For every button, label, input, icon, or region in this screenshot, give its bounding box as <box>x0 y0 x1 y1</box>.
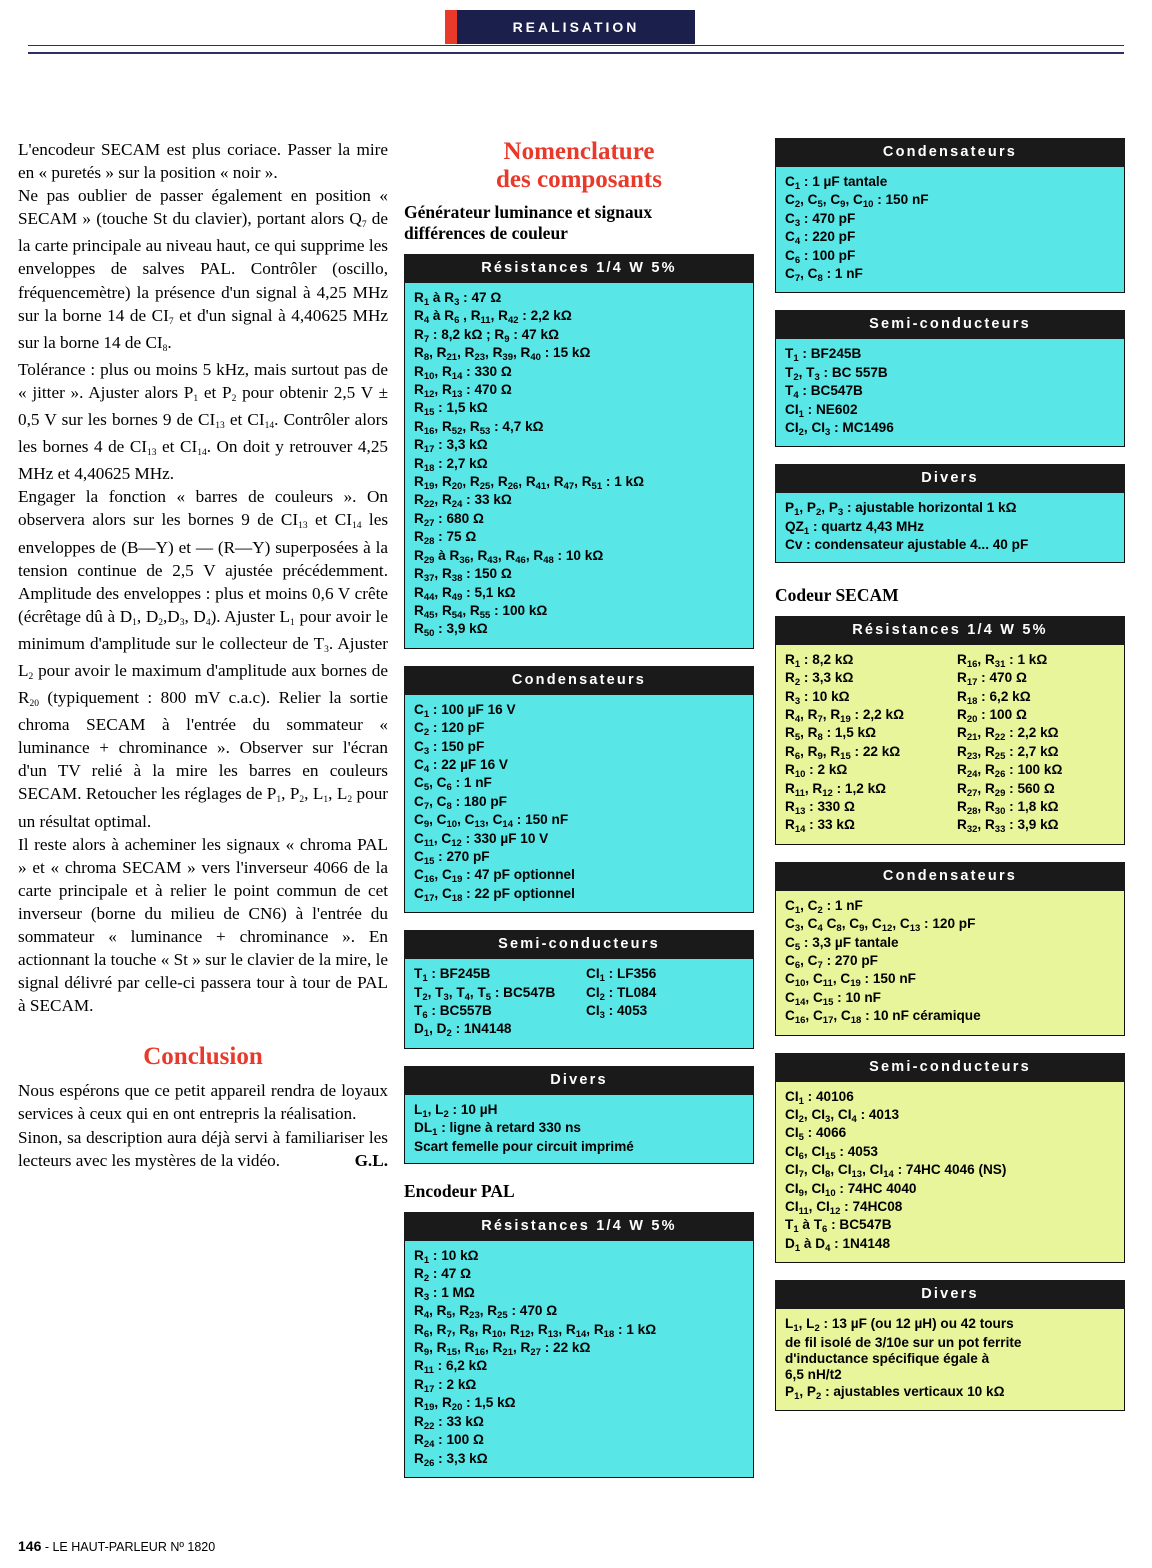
list-item: $C_{17}$, $C_{18}$ : 22 pF optionnel <box>414 885 575 904</box>
codeur-secam-divers-block <box>775 1280 1125 1411</box>
encodeur-pal-resistances-list <box>404 1241 754 1478</box>
list-item: $C_4$ : 220 pF <box>785 229 856 248</box>
codeur-secam-resistances-block <box>775 616 1125 845</box>
resistances-left-col <box>785 652 943 836</box>
list-item: $T_2$, $T_3$ : BC 557B <box>785 364 888 383</box>
page-header-band <box>445 10 695 44</box>
list-item: $R_{18}$ : 2,7 kΩ <box>414 455 488 474</box>
list-item: $R_{45}$, $R_{54}$, $R_{55}$ : 100 kΩ <box>414 602 548 621</box>
conclusion-paragraph-text: Sinon, sa description aura déjà servi à familiariser les lecteurs avec les mystères de la vidéo. <box>18 1127 388 1170</box>
list-item: $CI_5$ : 4066 <box>785 1125 847 1144</box>
list-item: $C_{10}$, $C_{11}$, $C_{19}$ : 150 nF <box>785 971 916 990</box>
list-item: $R_7$ : 8,2 kΩ ; $R_9$ : 47 kΩ <box>414 326 559 345</box>
list-item: $R_{13}$ : 330 Ω <box>785 798 855 817</box>
category-bar-condensateurs: Condensateurs <box>775 862 1125 891</box>
category-bar-semiconducteurs: Semi-conducteurs <box>775 1053 1125 1082</box>
list-item: $CI_{11}$, $CI_{12}$ : 74HC08 <box>785 1199 903 1218</box>
list-item: $R_2$ : 47 Ω <box>414 1266 472 1285</box>
section-heading-codeur-secam: Codeur SECAM <box>775 584 899 605</box>
header-red-tab <box>445 10 457 44</box>
list-item: $CI_2$ : TL084 <box>586 984 657 1003</box>
list-item: $C_3$ : 150 pF <box>414 738 485 757</box>
category-bar-divers: Divers <box>775 464 1125 493</box>
list-item: $R_{28}$ : 75 Ω <box>414 529 477 548</box>
conclusion-paragraph: Nous espérons que ce petit appareil rendra de loyaux services à ceux qui en ont entrepris la réalisation. <box>18 1081 388 1124</box>
header-title: REALISATION <box>512 19 640 35</box>
list-item: $D_1$, $D_2$ : 1N4148 <box>414 1021 512 1040</box>
list-item: $R_{32}$, $R_{33}$ : 3,9 kΩ <box>957 817 1059 836</box>
codeur-secam-condensateurs-block <box>775 862 1125 1036</box>
list-item: $C_{16}$, $C_{19}$ : 47 pF optionnel <box>414 867 575 886</box>
page-footer <box>18 1538 215 1554</box>
list-item: $T_1$ : BF245B <box>414 966 491 985</box>
list-item: $R_{16}$, $R_{31}$ : 1 kΩ <box>957 651 1048 670</box>
list-item: $C_7$, $C_8$ : 180 pF <box>414 793 507 812</box>
list-item: $R_{27}$ : 680 Ω <box>414 510 484 529</box>
list-item: $R_6$, $R_9$, $R_{15}$ : 22 kΩ <box>785 743 901 762</box>
list-item: $R_{12}$, $R_{13}$ : 470 Ω <box>414 382 512 401</box>
list-item: $C_4$ : 22 µF 16 V <box>414 756 508 775</box>
header-rule-thick <box>28 52 1124 54</box>
list-item: $R_8$, $R_{21}$, $R_{23}$, $R_{39}$, $R_{40}$ : 15 kΩ <box>414 345 591 364</box>
section-heading-encodeur-pal: Encodeur PAL <box>404 1181 515 1202</box>
category-bar-condensateurs: Condensateurs <box>404 666 754 695</box>
generateur-condensateurs-list <box>404 695 754 913</box>
list-item: $R_1$ : 10 kΩ <box>414 1248 479 1267</box>
article-paragraph: Il reste alors à acheminer les signaux « chroma PAL » et « chroma SECAM » vers l'inverseur 4066 de la carte principale et à relier le point commun de cet inverseur (borne du milieu de CN6) à l'entrée du sommateur « luminance + chrominance ». En actionnant la touche « St » sur le clavier de la mire, le signal délivré par celle-ci passera tour à tour de PAL à SECAM. <box>18 834 388 1016</box>
list-item: $CI_2$, $CI_3$ : MC1496 <box>785 420 894 439</box>
list-item: $R_{29}$ à $R_{36}$, $R_{43}$, $R_{46}$, $R_{48}$ : 10 kΩ <box>414 547 604 566</box>
nomenclature-title-line2: des composants <box>496 166 662 193</box>
list-item: $C_6$, $C_7$ : 270 pF <box>785 952 878 971</box>
list-item: $CI_1$ : LF356 <box>586 966 657 985</box>
list-item: $R_{23}$, $R_{25}$ : 2,7 kΩ <box>957 743 1059 762</box>
category-bar-resistances: Résistances 1/4 W 5% <box>404 254 754 283</box>
list-item: $R_{10}$, $R_{14}$ : 330 Ω <box>414 363 512 382</box>
category-bar-resistances: Résistances 1/4 W 5% <box>404 1212 754 1241</box>
section-heading-line2: différences de couleur <box>404 223 568 243</box>
list-item: $C_{15}$ : 270 pF <box>414 848 490 867</box>
list-item: $R_2$ : 3,3 kΩ <box>785 670 854 689</box>
section-heading-generateur <box>404 202 754 244</box>
list-item: $T_1$ : BF245B <box>785 346 862 365</box>
generateur-semiconducteurs-list <box>404 959 754 1049</box>
list-item: $R_{28}$, $R_{30}$ : 1,8 kΩ <box>957 798 1059 817</box>
list-item: $T_4$ : BC547B <box>785 383 863 402</box>
encodeur-pal-semiconducteurs-block <box>775 310 1125 447</box>
list-item: $C_2$ : 120 pF <box>414 720 485 739</box>
conclusion-paragraph <box>18 1126 388 1172</box>
encodeur-pal-resistances-block <box>404 1212 754 1478</box>
list-item: $R_4$ à $R_6$ , $R_{11}$, $R_{42}$ : 2,2 kΩ <box>414 308 572 327</box>
article-paragraph: L'encodeur SECAM est plus coriace. Passer la mire en « puretés » sur la position « noir ». <box>18 140 388 183</box>
list-item: $C_1$ : 100 µF 16 V <box>414 701 516 720</box>
semiconducteurs-right-col <box>586 966 744 1040</box>
list-item: $R_{50}$ : 3,9 kΩ <box>414 621 488 640</box>
conclusion-section <box>18 1043 388 1171</box>
page-number: 146 <box>18 1538 42 1554</box>
list-item: $R_{17}$ : 470 Ω <box>957 670 1027 689</box>
article-paragraph: Engager la fonction « barres de couleurs ». On observera alors sur les bornes 9 de $CI_{13}$ et $CI_{14}$ les enveloppes de (B—Y) et — (R—Y) superposées à la tension continue de 2,5 V ajustée précédemment. Amplitude des enveloppes : plus et moins 0,6 V crête (écrêtage dû à $D_1$, $D_2,D_3$, $D_4$). Ajuster $L_1$ pour avoir le minimum d'amplitude sur le collecteur de $T_3$. Ajuster $L_2$ pour avoir le maximum d'amplitude aux bornes de $R_{20}$ (typiquement : 800 mV c.a.c). Relier la sortie chroma SECAM à l'entrée du sommateur « luminance + chrominance ». Observer sur l'écran d'un TV relié à la mire les barres en couleurs SECAM. Retoucher les réglages de $P_1$, $P_2$, $L_1$, $L_2$ pour un résultat optimal. <box>18 487 389 831</box>
list-item: $R_3$ : 10 kΩ <box>785 688 850 707</box>
list-item: $R_1$ : 8,2 kΩ <box>785 651 854 670</box>
conclusion-title: Conclusion <box>143 1043 263 1071</box>
generateur-condensateurs-block <box>404 666 754 913</box>
codeur-secam-semiconducteurs-block <box>775 1053 1125 1264</box>
list-item: 6,5 nH/t2 <box>785 1367 842 1383</box>
semiconducteurs-left-col <box>414 966 572 1040</box>
list-item: $L_1$, $L_2$ : 10 µH <box>414 1101 498 1120</box>
generateur-resistances-list <box>404 283 754 649</box>
list-item: $R_{22}$, $R_{24}$ : 33 kΩ <box>414 492 512 511</box>
codeur-secam-divers-list <box>775 1309 1125 1411</box>
list-item: $C_7$, $C_8$ : 1 nF <box>785 266 863 285</box>
list-item: $CI_9$, $CI_{10}$ : 74HC 4040 <box>785 1180 917 1199</box>
list-item: $CI_2$, $CI_3$, $CI_4$ : 4013 <box>785 1107 900 1125</box>
nomenclature-title-line1: Nomenclature <box>503 138 655 165</box>
article-paragraph: Tolérance : plus ou moins 5 kHz, mais surtout pas de « jitter ». Ajuster alors $P_1$ et $P_2$ pour obtenir 2,5 V ± 0,5 V sur les bornes 9 de $CI_{13}$ et $CI_{14}$. Contrôler alors les bornes 4 de $CI_{13}$ et $CI_{14}$. On doit y retrouver 4,25 MHz et 4,40625 MHz. <box>18 359 389 484</box>
list-item: $R_{16}$, $R_{52}$, $R_{53}$ : 4,7 kΩ <box>414 418 544 437</box>
list-item: $L_1$, $L_2$ : 13 µF (ou 12 µH) ou 42 tours <box>785 1316 1014 1335</box>
nomenclature-title <box>404 138 754 194</box>
list-item: Scart femelle pour circuit imprimé <box>414 1138 634 1154</box>
generateur-divers-block <box>404 1066 754 1164</box>
encodeur-pal-divers-list <box>775 493 1125 562</box>
list-item: $R_{37}$, $R_{38}$ : 150 Ω <box>414 566 512 585</box>
encodeur-pal-condensateurs-list <box>775 167 1125 293</box>
list-item: $C_6$ : 100 pF <box>785 247 856 266</box>
codeur-secam-resistances-list <box>775 645 1125 845</box>
article-column <box>18 138 388 1172</box>
encodeur-pal-condensateurs-block <box>775 138 1125 293</box>
author-signature: G.L. <box>354 1150 388 1170</box>
list-item: $C_3$ : 470 pF <box>785 210 856 229</box>
header-rule-thin <box>28 45 1124 46</box>
list-item: $R_{26}$ : 3,3 kΩ <box>414 1450 488 1469</box>
list-item: $CI_1$ : NE602 <box>785 401 858 420</box>
footer-text: - LE HAUT-PARLEUR Nº 1820 <box>44 1540 216 1554</box>
list-item: $C_2$, $C_5$, $C_9$, $C_{10}$ : 150 nF <box>785 192 929 211</box>
nomenclature-column-2 <box>775 138 1125 1428</box>
list-item: $T_1$ à $T_6$ : BC547B <box>785 1217 892 1236</box>
generateur-divers-list <box>404 1095 754 1164</box>
list-item: $R_{10}$ : 2 kΩ <box>785 762 848 781</box>
list-item: $R_{22}$ : 33 kΩ <box>414 1413 484 1432</box>
list-item: d'inductance spécifique égale à <box>785 1351 990 1367</box>
category-bar-semiconducteurs: Semi-conducteurs <box>404 930 754 959</box>
list-item: $P_1$, $P_2$ : ajustables verticaux 10 kΩ <box>785 1383 1005 1402</box>
list-item: $R_{18}$ : 6,2 kΩ <box>957 688 1031 707</box>
conclusion-body <box>18 1079 388 1171</box>
list-item: $R_4$, $R_7$, $R_{19}$ : 2,2 kΩ <box>785 706 904 725</box>
list-item: $R_5$, $R_8$ : 1,5 kΩ <box>785 725 877 744</box>
list-item: $C_3$, $C_4$ $C_8$, $C_9$, $C_{12}$, $C_{13}$ : 120 pF <box>785 916 976 935</box>
list-item: $C_5$ : 3,3 µF tantale <box>785 934 899 953</box>
generateur-resistances-block <box>404 254 754 649</box>
list-item: $CI_7$, $CI_8$, $CI_{13}$, $CI_{14}$ : 74HC 4046 (NS) <box>785 1162 1007 1181</box>
list-item: $R_{14}$ : 33 kΩ <box>785 817 855 836</box>
article-paragraph: Ne pas oublier de passer également en position « SECAM » (touche St du clavier), portant alors $Q_7$ de la carte principale au niveau haut, ce qui supprime les enveloppes de salves PAL. Contrôler (oscillo, fréquencemètre) la présence d'un signal à 4,25 MHz sur la borne 14 de $CI_7$ et d'un signal à 4,40625 MHz sur la borne 14 de $CI_8$. <box>18 186 388 354</box>
list-item: $R_6$, $R_7$, $R_8$, $R_{10}$, $R_{12}$, $R_{13}$, $R_{14}$, $R_{18}$ : 1 kΩ <box>414 1321 657 1340</box>
category-bar-divers: Divers <box>404 1066 754 1095</box>
resistances-right-col <box>957 652 1115 836</box>
encodeur-pal-semiconducteurs-list <box>775 339 1125 447</box>
list-item: $CI_1$ : 40106 <box>785 1088 854 1107</box>
list-item: $R_3$ : 1 MΩ <box>414 1284 475 1303</box>
category-bar-condensateurs: Condensateurs <box>775 138 1125 167</box>
list-item: $QZ_1$ : quartz 4,43 MHz <box>785 518 924 537</box>
nomenclature-column-1 <box>404 138 754 1495</box>
article-body <box>18 138 388 1017</box>
list-item: $D_1$ à $D_4$ : 1N4148 <box>785 1235 891 1254</box>
encodeur-pal-divers-block <box>775 464 1125 562</box>
list-item: $T_6$ : BC557B <box>414 1003 492 1021</box>
list-item: $C_{14}$, $C_{15}$ : 10 nF <box>785 989 881 1008</box>
list-item: $R_{27}$, $R_{29}$ : 560 Ω <box>957 780 1055 799</box>
list-item: $R_{20}$ : 100 Ω <box>957 706 1027 725</box>
list-item: $P_1$, $P_2$, $P_3$ : ajustable horizontal 1 kΩ <box>785 500 1017 519</box>
list-item: $R_{17}$ : 3,3 kΩ <box>414 437 488 456</box>
list-item: $C_{16}$, $C_{17}$, $C_{18}$ : 10 nF céramique <box>785 1008 981 1027</box>
list-item: $R_{19}$, $R_{20}$ : 1,5 kΩ <box>414 1395 516 1414</box>
category-bar-resistances: Résistances 1/4 W 5% <box>775 616 1125 645</box>
list-item: $R_{17}$ : 2 kΩ <box>414 1376 477 1395</box>
codeur-secam-semiconducteurs-list <box>775 1082 1125 1264</box>
list-item: $T_2$, $T_3$, $T_4$, $T_5$ : BC547B <box>414 984 556 1003</box>
list-item: $C_{11}$, $C_{12}$ : 330 µF 10 V <box>414 830 549 849</box>
category-bar-divers: Divers <box>775 1280 1125 1309</box>
list-item: de fil isolé de 3/10e sur un pot ferrite <box>785 1334 1022 1350</box>
list-item: $DL_1$ : ligne à retard 330 ns <box>414 1120 581 1139</box>
list-item: $R_{19}$, $R_{20}$, $R_{25}$, $R_{26}$, $R_{41}$, $R_{47}$, $R_{51}$ : 1 kΩ <box>414 474 645 493</box>
list-item: $CI_3$ : 4053 <box>586 1003 648 1021</box>
list-item: $R_{15}$ : 1,5 kΩ <box>414 400 488 419</box>
list-item: $C_1$ : 1 µF tantale <box>785 174 888 192</box>
list-item: $R_{24}$ : 100 Ω <box>414 1432 484 1451</box>
generateur-semiconducteurs-block <box>404 930 754 1049</box>
list-item: $R_{11}$, $R_{12}$ : 1,2 kΩ <box>785 780 887 799</box>
list-item: $CI_6$, $CI_{15}$ : 4053 <box>785 1143 878 1162</box>
list-item: Cv : condensateur ajustable 4... 40 pF <box>785 537 1029 553</box>
list-item: $R_4$, $R_5$, $R_{23}$, $R_{25}$ : 470 Ω <box>414 1303 558 1322</box>
list-item: $R_{44}$, $R_{49}$ : 5,1 kΩ <box>414 584 516 603</box>
list-item: $R_{24}$, $R_{26}$ : 100 kΩ <box>957 762 1063 781</box>
category-bar-semiconducteurs: Semi-conducteurs <box>775 310 1125 339</box>
list-item: $C_1$, $C_2$ : 1 nF <box>785 897 863 916</box>
section-heading-line1: Générateur luminance et signaux <box>404 202 653 222</box>
codeur-secam-condensateurs-list <box>775 891 1125 1036</box>
list-item: $C_5$, $C_6$ : 1 nF <box>414 775 492 794</box>
list-item: $C_9$, $C_{10}$, $C_{13}$, $C_{14}$ : 150 nF <box>414 812 569 831</box>
list-item: $R_{21}$, $R_{22}$ : 2,2 kΩ <box>957 725 1059 744</box>
list-item: $R_9$, $R_{15}$, $R_{16}$, $R_{21}$, $R_{27}$ : 22 kΩ <box>414 1340 591 1359</box>
list-item: $R_{11}$ : 6,2 kΩ <box>414 1358 488 1377</box>
list-item: $R_1$ à $R_3$ : 47 Ω <box>414 290 502 308</box>
